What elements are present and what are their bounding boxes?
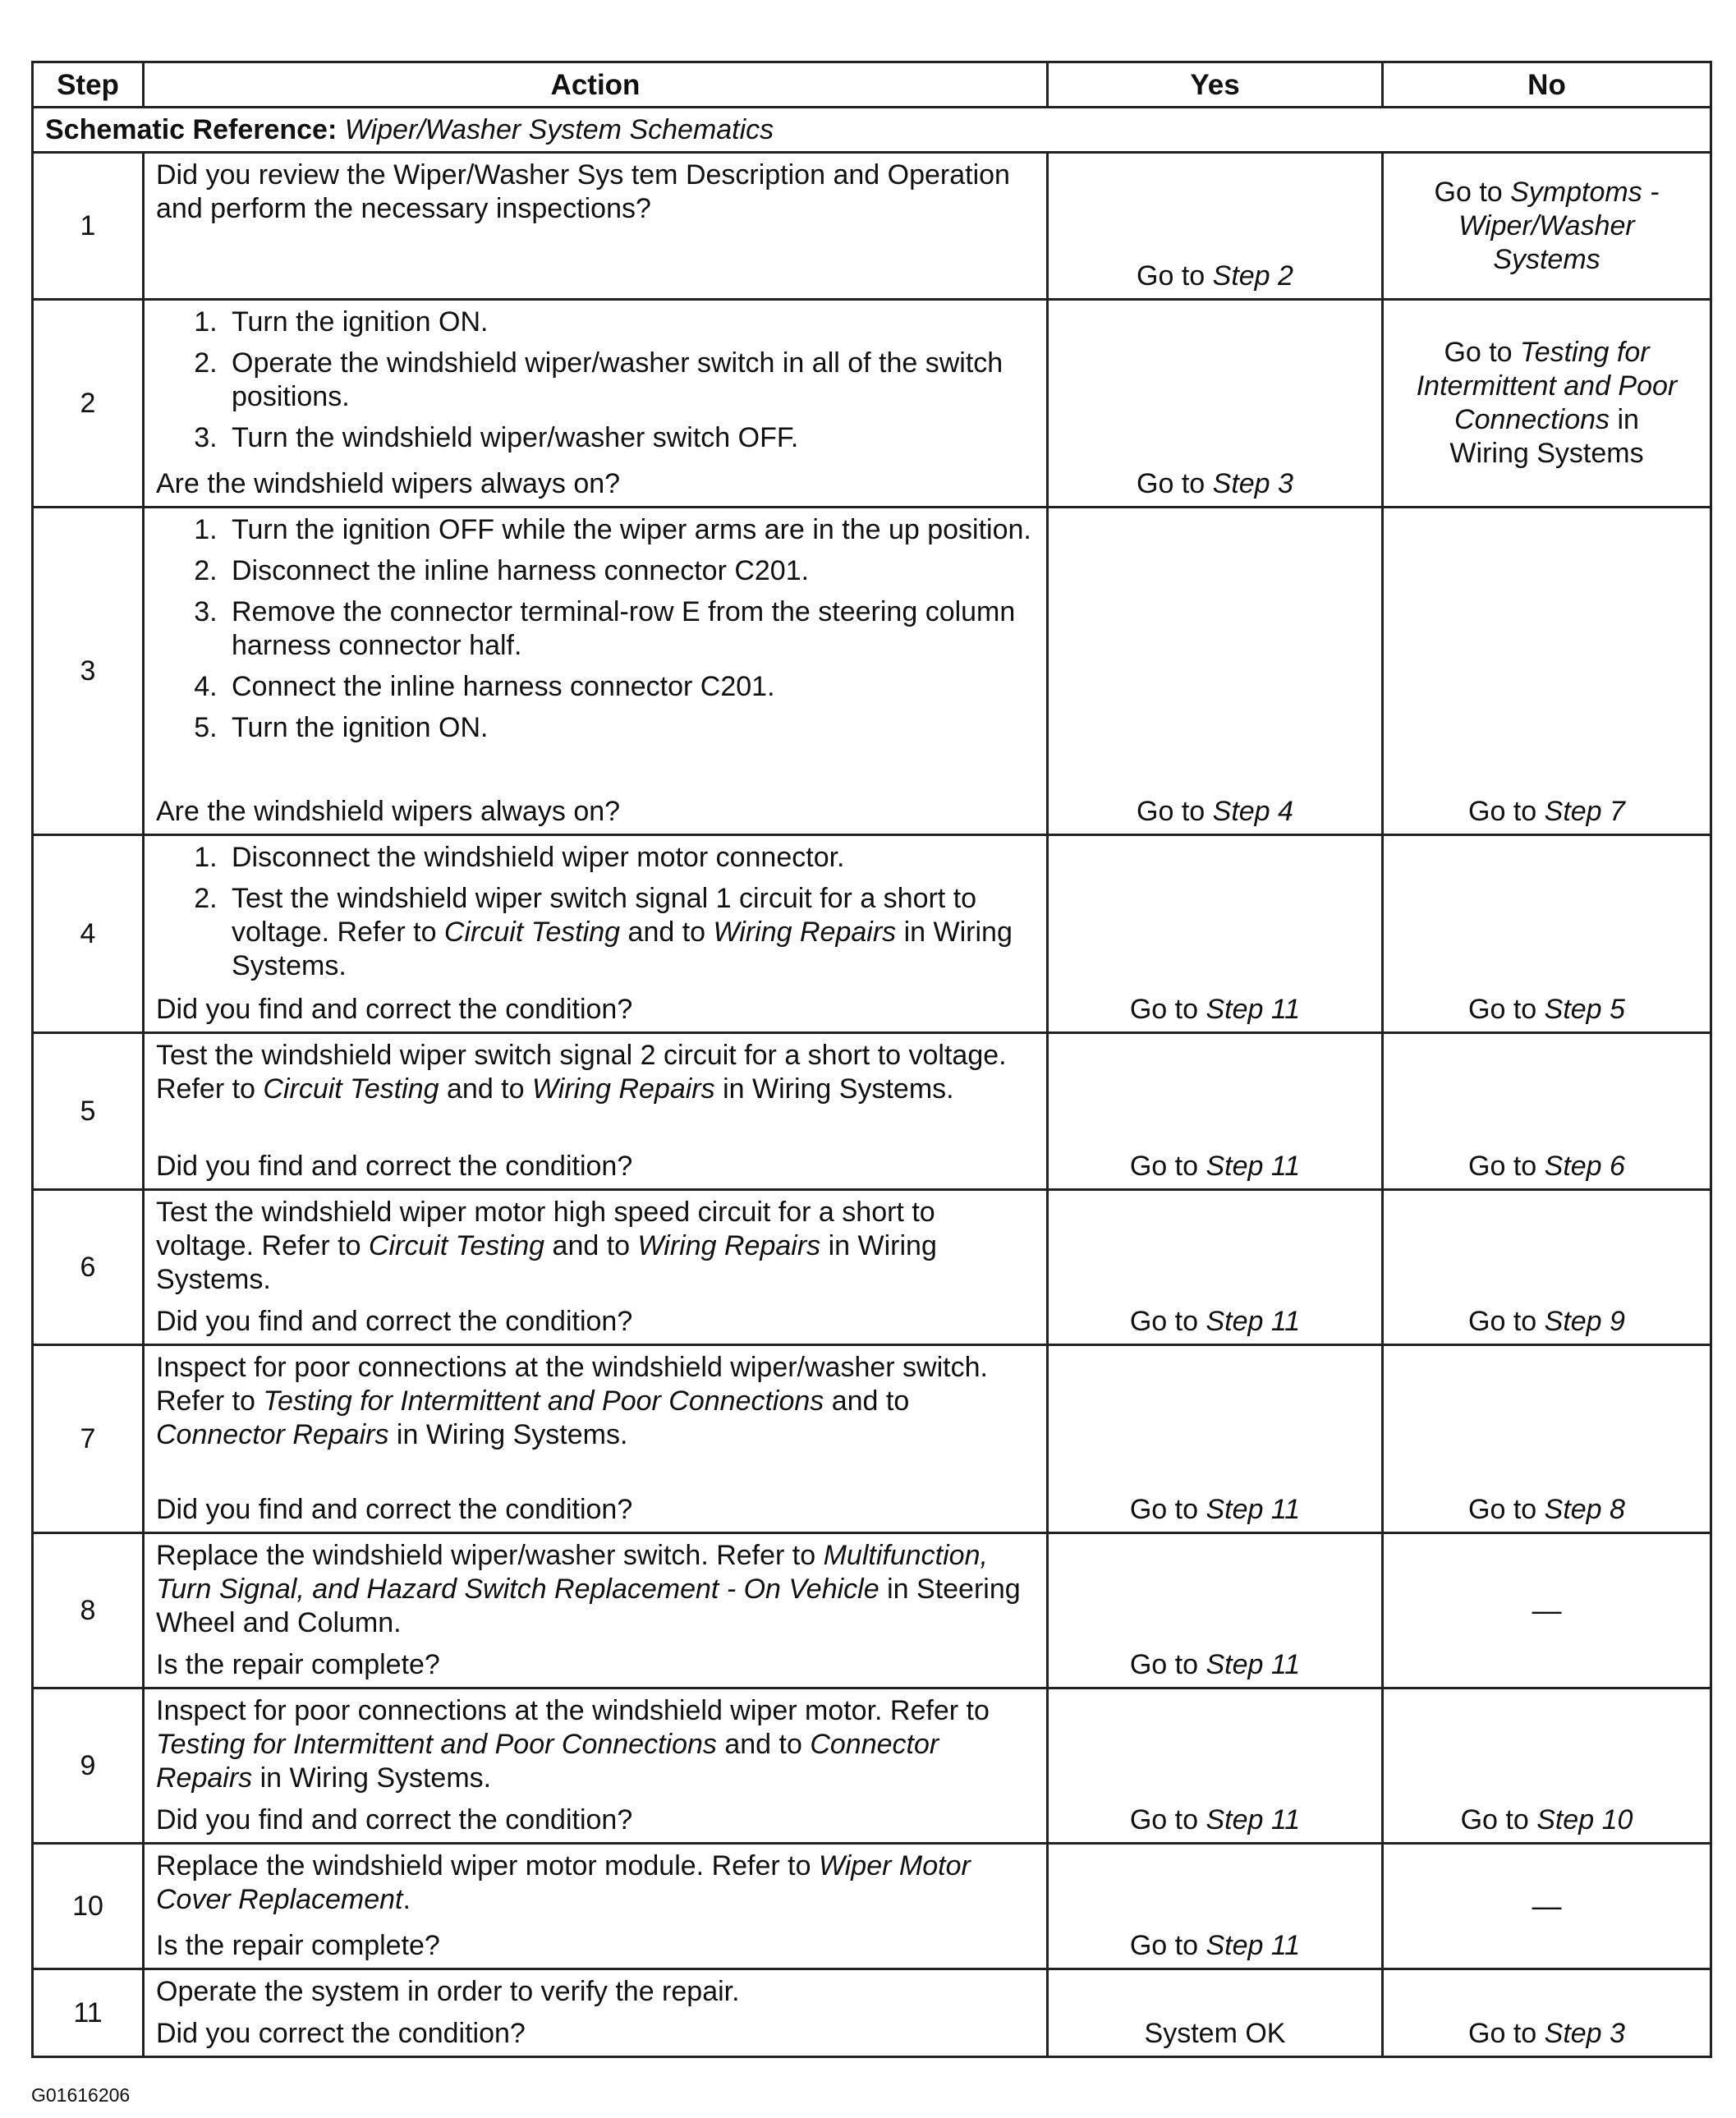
action-text: Inspect for poor connections at the windshield wiper motor. Refer to Testing for Intermittent and Poor Connections and to Connector Repairs in Wiring Systems. xyxy=(156,1695,990,1794)
action-cell xyxy=(144,1688,1048,1844)
action-text: 1. Turn the ignition ON. 2. Operate the windshield wiper/washer switch in all of the switch positions. 3. Turn the windshield wiper/washer switch OFF. xyxy=(156,306,1035,455)
action-text: 1. Turn the ignition OFF while the wiper arms are in the up position. 2. Disconnect the inline harness connector C201. 3. Remove the connector terminal-row E from the steering column harness connector half. 4. Connect the inline harness connector C201. 5. Turn the ignition ON. xyxy=(156,513,1035,745)
action-question: Did you correct the condition? xyxy=(156,2018,526,2049)
action-question: Did you find and correct the condition? xyxy=(156,994,633,1025)
step-row-8 xyxy=(33,1533,1711,1688)
action-cell xyxy=(144,300,1048,508)
action-cell xyxy=(144,1345,1048,1533)
action-text: Replace the windshield wiper/washer switch. Refer to Multifunction, Turn Signal, and Hazard Switch Replacement - On Vehicle in Steering Wheel and Column. xyxy=(156,1540,1021,1638)
action-question: Did you find and correct the condition? xyxy=(156,1804,633,1835)
action-question: Did you find and correct the condition? xyxy=(156,1306,633,1337)
header-row xyxy=(33,62,1711,108)
step-row-11 xyxy=(33,1969,1711,2057)
no-cell xyxy=(1383,1969,1711,2057)
no-cell xyxy=(1383,1345,1711,1533)
action-text: Test the windshield wiper motor high speed circuit for a short to voltage. Refer to Circuit Testing and to Wiring Repairs in Wiring Systems. xyxy=(156,1197,937,1295)
step-number: 7 xyxy=(33,1345,144,1533)
step-number: 8 xyxy=(33,1533,144,1688)
yes-action: Go to Step 4 xyxy=(1137,796,1293,827)
step-number: 4 xyxy=(33,835,144,1033)
action-cell xyxy=(144,1190,1048,1345)
step-number: 6 xyxy=(33,1190,144,1345)
no-action: Go to Step 3 xyxy=(1468,2018,1625,2049)
action-question: Did you find and correct the condition? xyxy=(156,1151,633,1182)
step-number: 3 xyxy=(33,508,144,835)
no-cell xyxy=(1383,1033,1711,1190)
action-cell xyxy=(144,1033,1048,1190)
yes-action: Go to Step 2 xyxy=(1137,260,1293,292)
step-row-7 xyxy=(33,1345,1711,1533)
step-number: 11 xyxy=(33,1969,144,2057)
action-text: 1. Disconnect the windshield wiper motor connector. 2. Test the windshield wiper switch signal 1 circuit for a short to voltage. Refer to Circuit Testing and to Wiring Repairs in Wiring Systems. xyxy=(156,841,1035,983)
no-cell xyxy=(1383,1190,1711,1345)
no-cell xyxy=(1383,1533,1711,1688)
schematic-reference xyxy=(33,108,1711,153)
figure-id: G01616206 xyxy=(31,2084,131,2106)
no-action: Go to Step 10 xyxy=(1460,1804,1633,1835)
no-action: Go to Step 6 xyxy=(1468,1151,1625,1182)
action-question: Is the repair complete? xyxy=(156,1649,440,1680)
no-cell xyxy=(1383,153,1711,300)
no-cell xyxy=(1383,1844,1711,1969)
schematic-reference-row xyxy=(33,108,1711,153)
step-row-5 xyxy=(33,1033,1711,1190)
action-text: Replace the windshield wiper motor module. Refer to Wiper Motor Cover Replacement. xyxy=(156,1850,971,1915)
action-cell xyxy=(144,508,1048,835)
step-number: 2 xyxy=(33,300,144,508)
step-row-9 xyxy=(33,1688,1711,1844)
step-number: 9 xyxy=(33,1688,144,1844)
yes-action: Go to Step 3 xyxy=(1137,468,1293,499)
no-action: — xyxy=(1532,1592,1562,1627)
header-yes: Yes xyxy=(1048,62,1383,108)
header-no: No xyxy=(1383,62,1711,108)
action-text: Inspect for poor connections at the windshield wiper/washer switch. Refer to Testing for Intermittent and Poor Connections and to Connector Repairs in Wiring Systems. xyxy=(156,1352,988,1450)
action-cell xyxy=(144,1533,1048,1688)
header-action: Action xyxy=(144,62,1048,108)
action-question: Are the windshield wipers always on? xyxy=(156,796,621,827)
yes-action: Go to Step 11 xyxy=(1129,1306,1301,1337)
action-cell xyxy=(144,835,1048,1033)
yes-action: Go to Step 11 xyxy=(1129,1649,1301,1680)
no-cell xyxy=(1383,508,1711,835)
yes-action: Go to Step 11 xyxy=(1129,994,1301,1025)
yes-action: System OK xyxy=(1144,2018,1286,2049)
step-row-4 xyxy=(33,835,1711,1033)
yes-cell xyxy=(1048,1533,1383,1688)
action-text: Test the windshield wiper switch signal 2 circuit for a short to voltage. Refer to Circuit Testing and to Wiring Repairs in Wiring Systems. xyxy=(156,1040,1007,1105)
no-action: Go to Symptoms - Wiper/Washer Systems xyxy=(1434,176,1660,275)
diagnostic-table xyxy=(31,61,1712,2058)
yes-cell xyxy=(1048,1688,1383,1844)
yes-cell xyxy=(1048,1969,1383,2057)
step-number: 10 xyxy=(33,1844,144,1969)
schematic-reference-value: Wiper/Washer System Schematics xyxy=(344,113,774,145)
no-action: Go to Step 8 xyxy=(1468,1494,1625,1525)
no-action: Go to Step 9 xyxy=(1468,1306,1625,1337)
step-row-1 xyxy=(33,153,1711,300)
no-cell xyxy=(1383,300,1711,508)
yes-cell xyxy=(1048,1190,1383,1345)
yes-action: Go to Step 11 xyxy=(1129,1151,1301,1182)
step-row-10 xyxy=(33,1844,1711,1969)
no-action: Go to Step 5 xyxy=(1468,994,1625,1025)
header-step: Step xyxy=(33,62,144,108)
action-question: Are the windshield wipers always on? xyxy=(156,468,621,499)
no-cell xyxy=(1383,1688,1711,1844)
yes-cell xyxy=(1048,1844,1383,1969)
step-row-2 xyxy=(33,300,1711,508)
no-action: Go to Step 7 xyxy=(1468,796,1625,827)
step-row-3 xyxy=(33,508,1711,835)
step-row-6 xyxy=(33,1190,1711,1345)
diagnostic-table-sheet xyxy=(31,61,1710,2058)
action-text: Did you review the Wiper/Washer Sys tem Description and Operation and perform the necessary inspections? xyxy=(156,159,1010,224)
yes-action: Go to Step 11 xyxy=(1129,1494,1301,1525)
action-question: Is the repair complete? xyxy=(156,1930,440,1961)
yes-action: Go to Step 11 xyxy=(1129,1804,1301,1835)
yes-cell xyxy=(1048,835,1383,1033)
action-cell xyxy=(144,1844,1048,1969)
yes-cell xyxy=(1048,1345,1383,1533)
no-action: Go to Testing for Intermittent and Poor Connections in Wiring Systems xyxy=(1416,337,1678,469)
yes-cell xyxy=(1048,1033,1383,1190)
yes-cell xyxy=(1048,508,1383,835)
action-question: Did you find and correct the condition? xyxy=(156,1494,633,1525)
yes-cell xyxy=(1048,153,1383,300)
yes-action: Go to Step 11 xyxy=(1129,1930,1301,1961)
step-number: 5 xyxy=(33,1033,144,1190)
schematic-reference-label: Schematic Reference: xyxy=(45,113,338,145)
action-cell xyxy=(144,153,1048,300)
no-action: — xyxy=(1532,1888,1562,1923)
action-text: Operate the system in order to verify the repair. xyxy=(156,1976,740,2007)
no-cell xyxy=(1383,835,1711,1033)
step-number: 1 xyxy=(33,153,144,300)
action-cell xyxy=(144,1969,1048,2057)
yes-cell xyxy=(1048,300,1383,508)
